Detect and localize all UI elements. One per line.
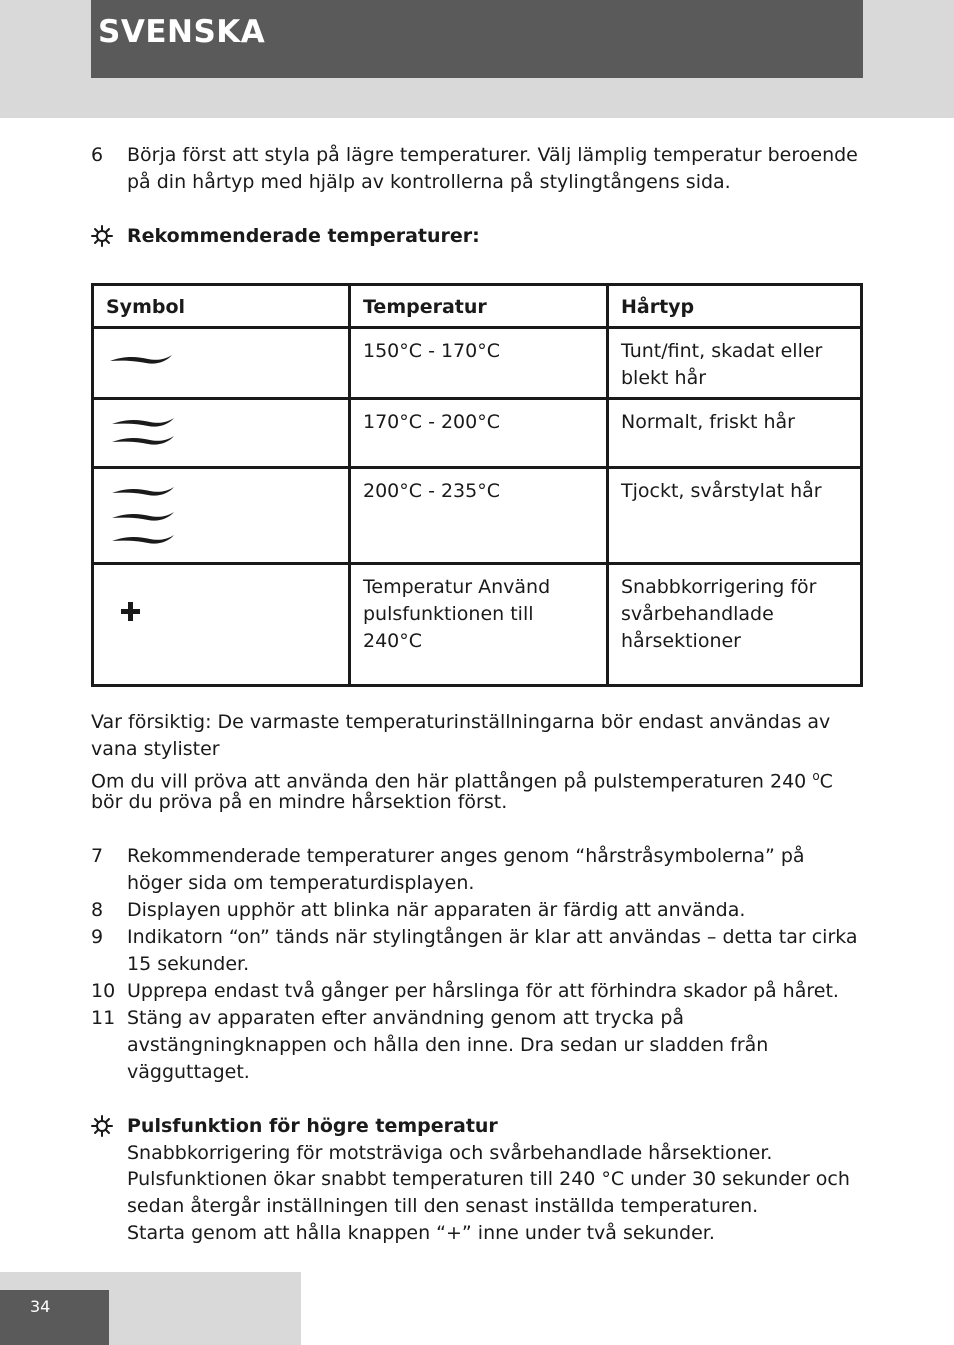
- sun-bullet-icon: [91, 225, 113, 247]
- step-text: Stäng av apparaten efter användning genom att trycka på: [127, 1007, 685, 1029]
- step-number: 8: [91, 899, 104, 921]
- degree-sup: o: [812, 769, 820, 783]
- hair-type-line: Snabbkorrigering för: [621, 576, 817, 598]
- caution-text: vana stylister: [91, 738, 220, 760]
- table-row: [93, 399, 862, 468]
- temperature-table: [91, 283, 863, 687]
- column-header: Temperatur: [350, 285, 608, 328]
- step-number: 11: [91, 1007, 116, 1029]
- caution-text: Var försiktig: De varmaste temperaturinställningarna bör endast användas av: [91, 711, 831, 733]
- hair-type-cell: Normalt, friskt hår: [608, 399, 862, 468]
- table-row: [93, 564, 862, 686]
- hair-type-line: blekt hår: [621, 367, 707, 389]
- pulse-text: sedan återgår inställningen till den senast inställda temperaturen.: [127, 1195, 759, 1217]
- section-heading: Rekommenderade temperaturer:: [127, 225, 480, 247]
- step-text: vägguttaget.: [127, 1061, 250, 1083]
- temperature-cell: 170°C - 200°C: [350, 399, 608, 468]
- step-text: 15 sekunder.: [127, 953, 250, 975]
- symbol-cell: [93, 468, 350, 564]
- step-text: på din hårtyp med hjälp av kontrollerna på stylingtångens sida.: [127, 171, 731, 193]
- table-row: [93, 468, 862, 564]
- hair-3-waves-icon: [106, 478, 176, 550]
- hair-type-line: Tunt/fint, skadat eller: [621, 340, 823, 362]
- caution-text-part: C: [819, 770, 833, 793]
- pulse-text: Snabbkorrigering för motsträviga och svårbehandlade hårsektioner.: [127, 1142, 773, 1164]
- temperature-cell: 200°C - 235°C: [350, 468, 608, 564]
- temperature-line: Temperatur Använd: [363, 576, 551, 598]
- hair-type-cell: [608, 328, 862, 399]
- plus-icon: [106, 586, 166, 646]
- step-text: Börja först att styla på lägre temperaturer. Välj lämplig temperatur beroende: [127, 144, 858, 166]
- step-number: 7: [91, 845, 104, 867]
- pulse-text: Starta genom att hålla knappen “+” inne under två sekunder.: [127, 1222, 715, 1244]
- pulse-text: Pulsfunktionen ökar snabbt temperaturen till 240 °C under 30 sekunder och: [127, 1168, 850, 1190]
- sun-bullet-icon: [91, 1115, 113, 1137]
- hair-2-waves-icon: [106, 409, 176, 455]
- hair-type-line: svårbehandlade: [621, 603, 774, 625]
- step-text: Indikatorn “on” tänds när stylingtången är klar att användas – detta tar cirka: [127, 926, 858, 948]
- section-heading: Pulsfunktion för högre temperatur: [127, 1115, 498, 1137]
- symbol-cell: [93, 399, 350, 468]
- column-header: Symbol: [93, 285, 350, 328]
- caution-text: bör du pröva på en mindre hårsektion först.: [91, 791, 508, 813]
- step-number: 6: [91, 144, 104, 166]
- symbol-cell: [93, 328, 350, 399]
- hair-1-wave-icon: [106, 338, 176, 378]
- step-number: 10: [91, 980, 116, 1002]
- page-title: SVENSKA: [98, 14, 266, 50]
- table-header-row: [93, 285, 862, 328]
- hair-type-cell: [608, 564, 862, 686]
- step-text: Rekommenderade temperaturer anges genom “hårstråsymbolerna” på: [127, 845, 805, 867]
- step-text: höger sida om temperaturdisplayen.: [127, 872, 475, 894]
- step-text: Displayen upphör att blinka när apparaten är färdig att använda.: [127, 899, 746, 921]
- page-number-box: [0, 1290, 109, 1345]
- temperature-line: pulsfunktionen till: [363, 603, 534, 625]
- temperature-line: 240°C: [363, 630, 423, 652]
- step-text: avstängningknappen och hålla den inne. Dra sedan ur sladden från: [127, 1034, 769, 1056]
- column-header: Hårtyp: [608, 285, 862, 328]
- symbol-cell: [93, 564, 350, 686]
- temperature-cell: [350, 564, 608, 686]
- table-row: [93, 328, 862, 399]
- caution-text-part: Om du vill pröva att använda den här plattången på pulstemperaturen 240: [91, 770, 813, 793]
- temperature-cell: 150°C - 170°C: [350, 328, 608, 399]
- page-number: 34: [30, 1297, 51, 1316]
- hair-type-cell: Tjockt, svårstylat hår: [608, 468, 862, 564]
- step-number: 9: [91, 926, 104, 948]
- hair-type-line: hårsektioner: [621, 630, 741, 652]
- step-text: Upprepa endast två gånger per hårslinga för att förhindra skador på håret.: [127, 980, 839, 1002]
